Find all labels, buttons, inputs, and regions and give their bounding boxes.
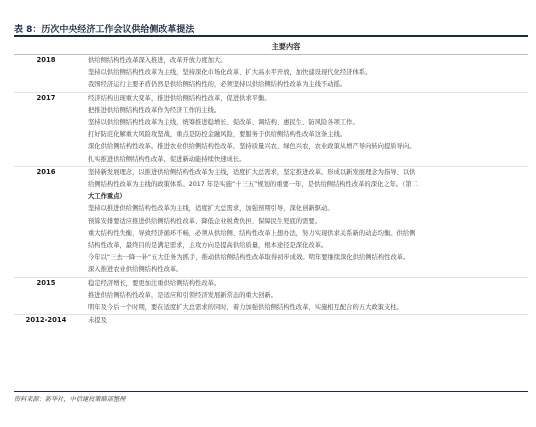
source-note: 资料来源：新华社，中信建投策略部整理 — [14, 396, 126, 403]
year-label: 2016 — [36, 167, 56, 176]
content-line: 推进供给侧结构性改革，是适应和引领经济发展新常态的重大创新。 — [88, 291, 277, 299]
table-section-2017 — [14, 93, 528, 167]
content-line: 把推进供给侧结构性改革作为经济工作的主线。 — [88, 106, 221, 114]
table-section-2016 — [14, 167, 528, 278]
year-label: 2017 — [36, 93, 56, 102]
section-content — [88, 93, 528, 166]
section-content — [88, 278, 528, 315]
content-line: 坚持以供给侧结构性改革为主线，坚持深化市场化改革、扩大高水平开放，加快建设现代化经济体系。 — [88, 69, 372, 77]
content-table — [14, 55, 528, 327]
content-line: 坚持新发展理念，以推进供给侧结构性改革为主线，适度扩大总需求，坚定推进改革。形成以新发展理念为指导、以供 — [88, 168, 416, 176]
column-header-main-content: 主要内容 — [271, 42, 301, 51]
year-label: 2018 — [36, 56, 56, 64]
content-line: 我国经济运行主要矛盾仍然是供给侧结构性的，必须坚持以供给侧结构性改革为主线不动摇。 — [88, 81, 347, 89]
content-line: 重大结构性失衡，导致经济循环不畅，必须从供给侧、结构性改革上想办法，努力实现供求关系新的动态均衡。供给侧 — [88, 229, 416, 237]
content-line: 今年以“三去一降一补”五大任务为抓手，推动供给侧结构性改革取得初步成效。明年要继续深化供给侧结构性改革。 — [88, 254, 410, 262]
content-line: 打好防范化解重大风险攻坚战，重点是防控金融风险，要服务于供给侧结构性改革这条主线。 — [88, 131, 347, 139]
content-line: 供给侧结构性改革深入推进，改革开放力度加大。 — [88, 57, 227, 64]
table-header-row — [14, 39, 528, 55]
content-line: 扎实推进供给侧结构性改革，促进新动能持续快速成长。 — [88, 155, 246, 163]
section-content — [88, 55, 528, 92]
content-line: 预算安排要适应推进供给侧结构性改革、降低企业税费负担、保障民生兜底的需要。 — [88, 217, 321, 225]
content-line: 给侧结构性改革为主线的政策体系。2017 年是实施“十三五”规划的重要一年，是供给侧结构性改革的深化之年。（第二 — [88, 181, 418, 189]
table-title: 表 8：历次中央经济工作会议供给侧改革提法 — [14, 25, 195, 35]
content-line: 深入推进农业供给侧结构性改革。 — [88, 266, 183, 274]
year-label: 2015 — [36, 278, 56, 287]
emphasis-text: 大工作重点） — [88, 193, 126, 201]
section-content — [88, 167, 528, 277]
table-section-2012-2014 — [14, 315, 528, 327]
content-line — [88, 191, 528, 203]
content-line: 深化供给侧结构性改革。推进农业供给侧结构性改革，坚持质量兴农、绿色兴农，农业政策从增产导向转向提质导向。 — [88, 143, 416, 151]
content-line: 坚持以推进供给侧结构性改革为主线，适度扩大总需求，加强预期引导，深化创新驱动。 — [88, 205, 334, 213]
content-line: 结构性改革，最终目的是满足需求，主攻方向是提高供给质量，根本途径是深化改革。 — [88, 242, 328, 250]
year-label: 2012-2014 — [25, 316, 67, 325]
content-line: 未提及 — [88, 317, 107, 325]
content-line: 经济结构出现重大变革，推进供给侧结构性改革，促进供求平衡。 — [88, 94, 271, 102]
content-line: 明年及今后一个时期，要在适度扩大总需求的同时，着力加强供给侧结构性改革，实施相互配合的五大政策支柱。 — [88, 304, 403, 312]
content-line: 坚持以供给侧结构性改革为主线，统筹推进稳增长、促改革、调结构、惠民生、防风险各项工作。 — [88, 119, 359, 127]
table-section-2018 — [14, 55, 528, 93]
title-rule — [14, 35, 528, 37]
content-line: 稳定经济增长，要更加注重供给侧结构性改革。 — [88, 279, 221, 287]
bottom-rule — [14, 391, 528, 392]
section-content — [88, 315, 528, 327]
table-section-2015 — [14, 278, 528, 316]
